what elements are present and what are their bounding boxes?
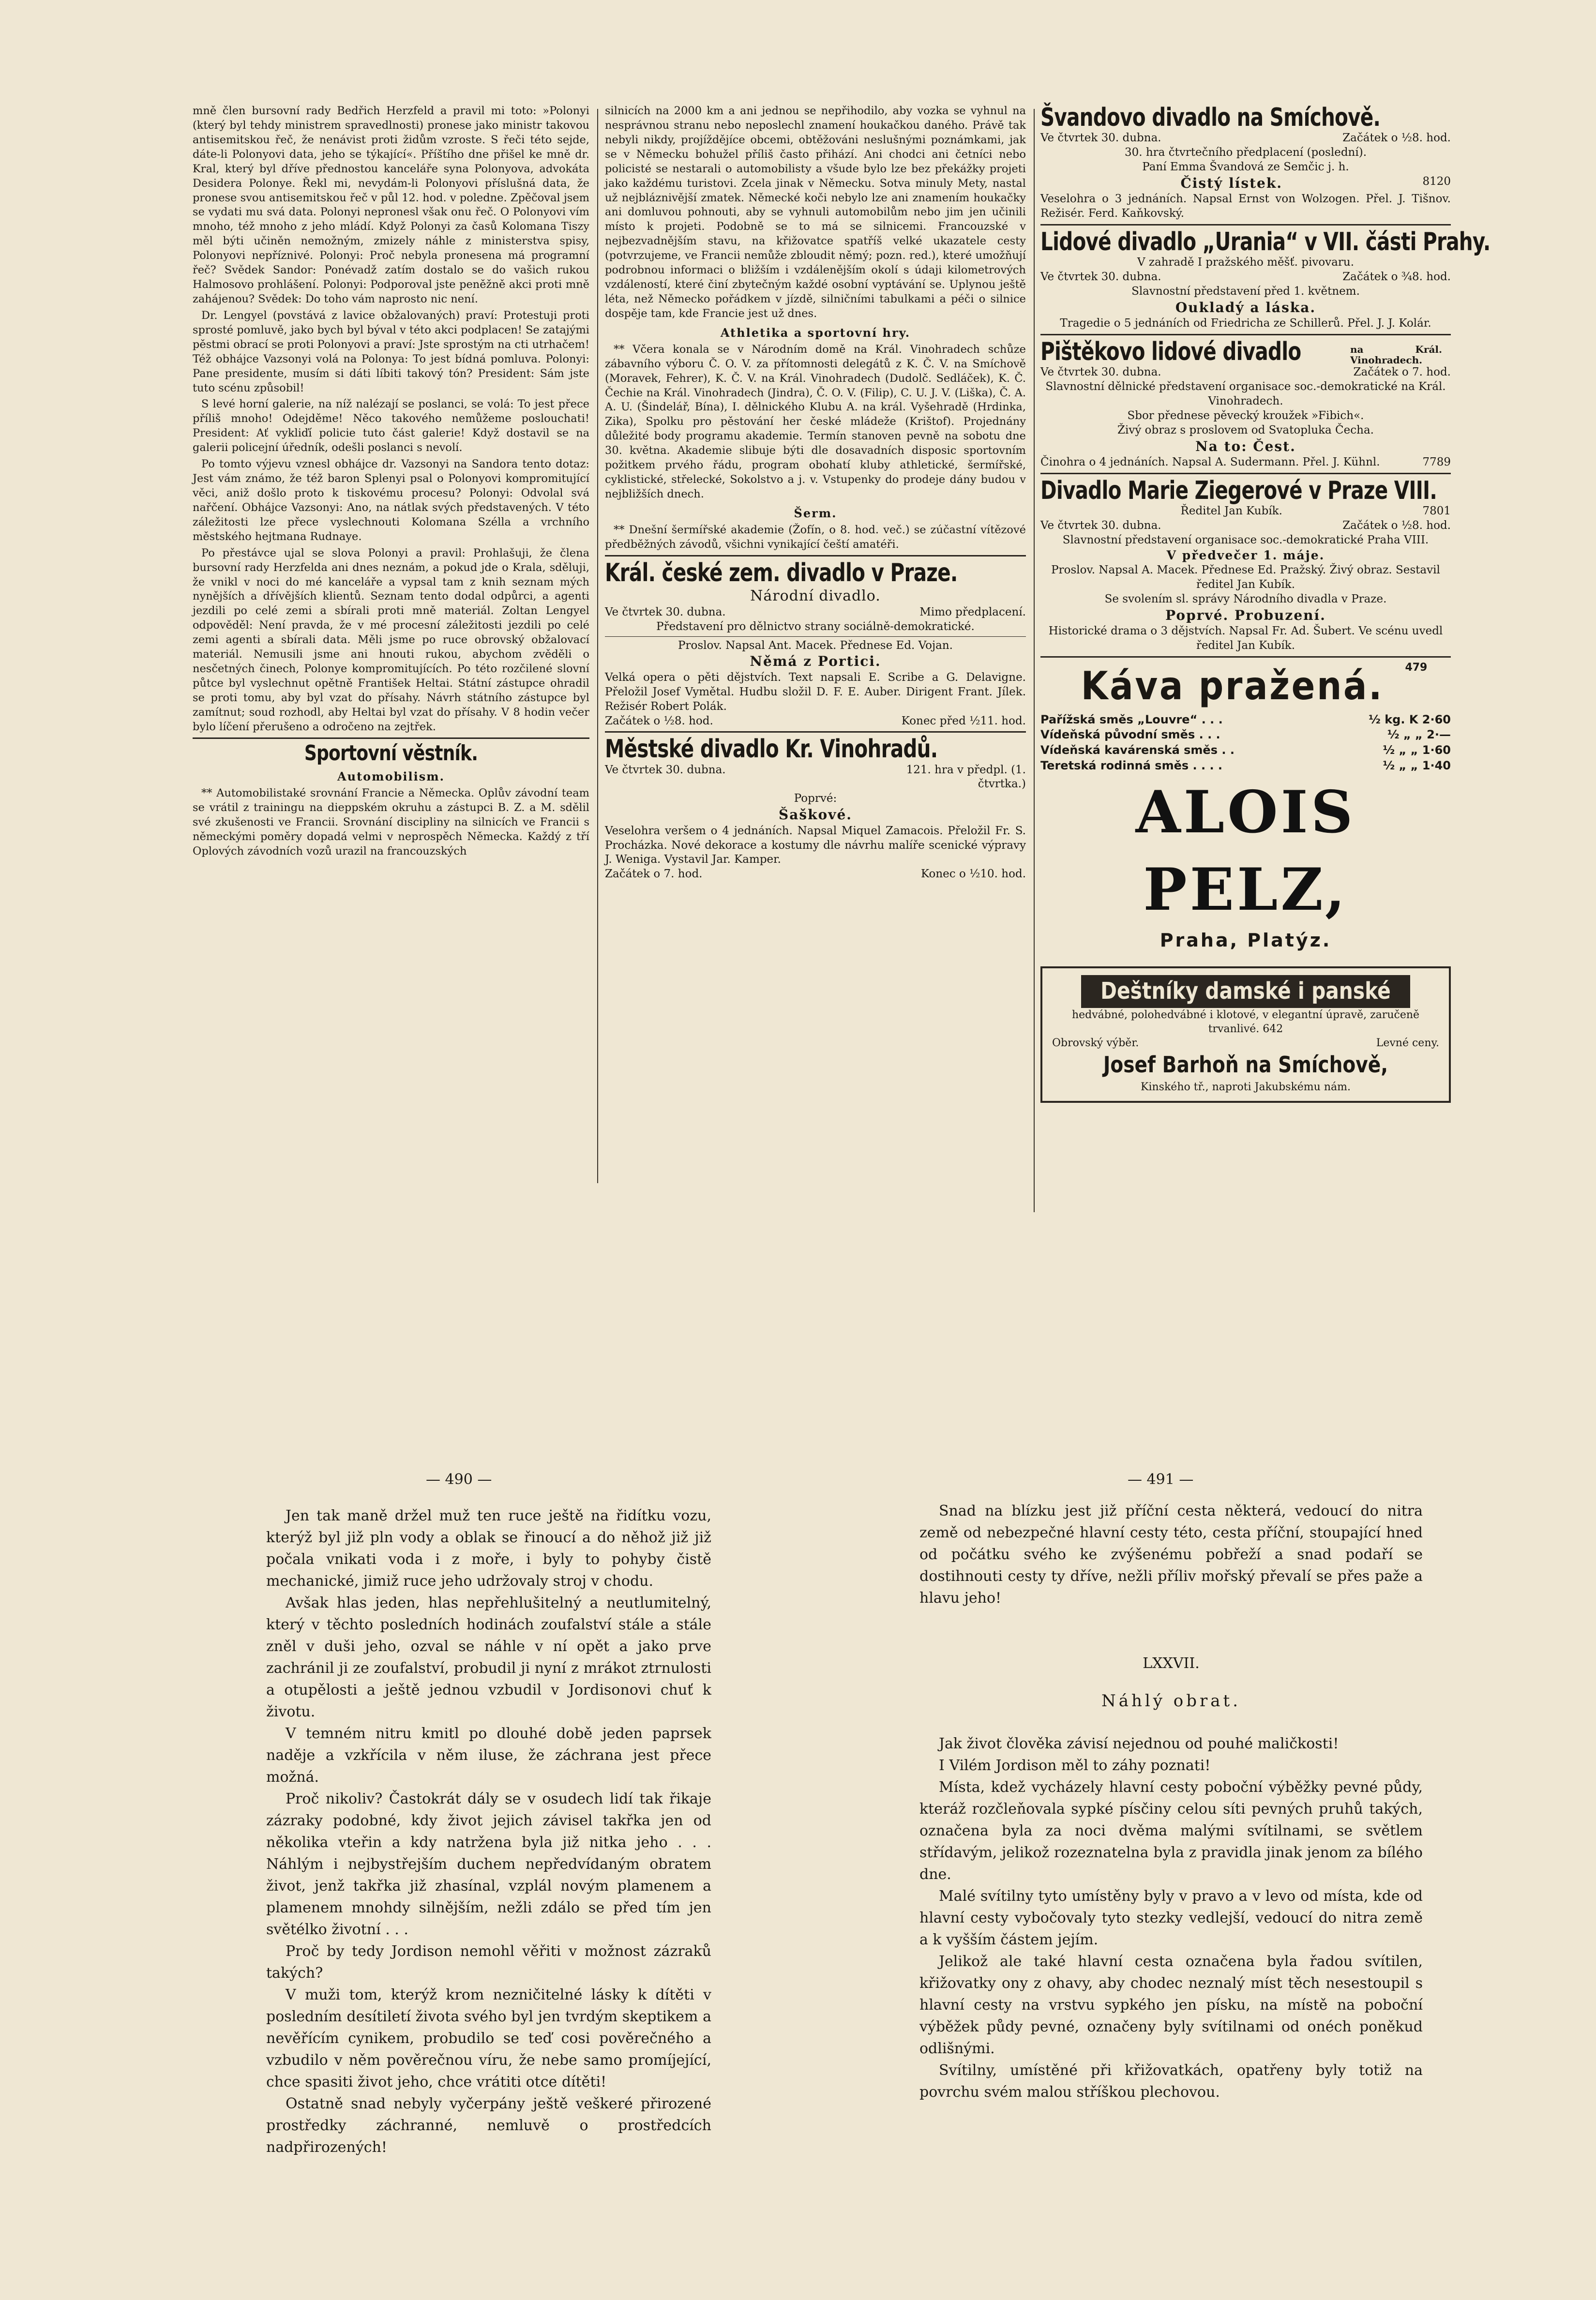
listing-subtitle: Národní divadlo.	[750, 587, 881, 604]
sport-section-heading: Sportovní věstník.	[304, 740, 478, 766]
fencing-heading: Šerm.	[794, 506, 837, 520]
ziegler-theatre-listing	[1040, 477, 1451, 653]
listing-number: 8120	[1422, 175, 1451, 188]
coffee-advertisement	[1040, 661, 1451, 953]
listing-note: 121. hra v předpl. (1. čtvrtka.)	[906, 763, 1026, 791]
listing-title: Švandovo divadlo na Smíchově.	[1040, 103, 1381, 132]
listing-start: Začátek o 7. hod.	[1353, 366, 1451, 379]
urania-theatre-listing	[1040, 227, 1491, 331]
chapter-title: Náhlý obrat.	[1101, 1691, 1241, 1711]
novel-paragraph: Svítilny, umístěné při křižovatkách, opatřeny byly totiž na povrchu svém malou stříškou plechovou.	[919, 2062, 1423, 2101]
listing-event: Představení pro dělnictvo strany sociálně-demokratické.	[656, 620, 975, 633]
ad-title: Deštníky damské i panské	[1081, 975, 1410, 1008]
blend-name: Teretská rodinná směs . . . .	[1040, 759, 1223, 773]
ad-text: hedvábné, polohedvábné i klotové, v elegantní úpravě, zaručeně trvanlivé. 642	[1071, 1008, 1420, 1035]
listing-guest: Paní Emma Švandová ze Semčic j. h.	[1142, 160, 1349, 173]
page-number: — 490 —	[426, 1471, 492, 1488]
divider	[605, 731, 1026, 733]
novel-page-490	[266, 1505, 711, 2158]
listing-venue: V zahradě I pražského měšť. pivovaru.	[1137, 256, 1355, 269]
listing-play-title: Němá z Portici.	[750, 653, 881, 670]
listing-note: Mimo předplacení.	[919, 605, 1026, 618]
novel-paragraph: Proč by tedy Jordison nemohl věřiti v možnost zázraků takých?	[266, 1943, 711, 1982]
listing-end: Konec o ½10. hod.	[920, 868, 1026, 881]
column-rule	[597, 109, 598, 1183]
column-1	[193, 104, 589, 861]
divider	[193, 737, 589, 739]
novel-paragraph: V temném nitru kmitl po dlouhé době jeden paprsek naděje a vzkřícila v něm iluse, že záchrana jest přece možná.	[266, 1725, 711, 1786]
listing-play-title: Oukladý a láska.	[1175, 299, 1316, 316]
listing-start: Začátek o ½8. hod.	[1342, 132, 1451, 145]
merchant-name: Josef Barhoň na Smíchově,	[1103, 1052, 1388, 1078]
listing-play-title: Na to: Čest.	[1195, 438, 1296, 454]
column-2	[605, 104, 1026, 882]
novel-paragraph: Místa, kdež vycházely hlavní cesty poboční výběžky pevné půdy, kteráž rozčleňovala sypké písčiny celou síti pevných pruhů takých, označena byla za noci dvěma malými svítilnami, se světlem střídavým, jelikož rozeznatelna byla z pravidla jinak jenom za bílého dne.	[919, 1779, 1423, 1883]
listing-play-title: Čistý lístek.	[1180, 175, 1283, 191]
listing-date: Ve čtvrtek 30. dubna.	[1040, 271, 1161, 284]
pistek-theatre-listing	[1040, 338, 1451, 470]
novel-paragraph: Ostatně snad nebyly vyčerpány ještě veškeré přirozené prostředky záchranné, nemluvě o prostředcích nadpřirozených!	[266, 2095, 711, 2156]
listing-start: Začátek o ½8. hod.	[1342, 519, 1451, 532]
article-paragraph: mně člen bursovní rady Bedřich Herzfeld a pravil mi toto: »Polonyi (který byl tehdy ministrem spravedlnosti) pronese jako ministr takovou antisemitskou řeč, že nenávist proti židům vzroste. S řeči této sejde, dáte-li Polonyovi data, jeho se týkající«. Příštího dne přišel ke mně dr. Kral, který byl dříve přednostou kanceláře syna Polonyova, advokáta Desidera Polonye. Řekl mi, nevydám-li Polonyovi příslušná data, že pronese svou antisemitskou řeč v půl 12. hod. v poledne. Zpěčoval jsem se vydati mu svá data. Polonyi nepronesl však onu řeč. O Polonyovi vím mnoho, též mnoho z jeho mládí. Když Polonyi za časů Kolomana Tiszy měl býti učiněn nemožným, zmizely náhle z ministerstva spisy, Polonyovi nepříznivé. Polonyi: Proč nebyla pronesena má programní řeč? Svědek Sandor: Ponévadž zatím dostalo se do vašich rukou Halmosovo prohlášení. Polonyi: Podporoval jste peněžně akci proti mně zahájenou? Svědek: Do toho vám naprosto nic není.	[193, 105, 589, 305]
merchant-address: Kinského tř., naproti Jakubskému nám.	[1141, 1081, 1351, 1093]
divider	[605, 636, 1026, 637]
novel-paragraph: Malé svítilny tyto umístěny byly v pravo a v levo od místa, kde od hlavní cesty vybočovaly tyto stezky vedlejší, vedoucí do nitra země a k vyšším částem jejím.	[919, 1888, 1423, 1948]
listing-note: 30. hra čtvrtečního předplacení (poslední).	[1124, 146, 1367, 159]
listing-director: Ředitel Jan Kubík.	[1180, 505, 1282, 518]
novel-paragraph: Snad na blízku jest již příční cesta některá, vedoucí do nitra země od nebezpečné hlavní cesty této, cesta příční, stoupající hned od počátku svého ke zvýšenému pobřeží a snad podaří se dostihnouti cesty ty dříve, nežli příliv mořský převalí se přes paže a hlavu jeho!	[919, 1503, 1423, 1607]
listing-start: Začátek o ¾8. hod.	[1342, 271, 1451, 284]
ad-title: Káva pražená.	[1081, 663, 1384, 709]
listing-title-suffix: na Král. Vinohradech.	[1350, 344, 1442, 366]
listing-description: Činohra o 4 jednáních. Napsal A. Sudermann. Přel. J. Kühnl.	[1040, 456, 1380, 469]
merchant-name: ALOIS PELZ,	[1135, 778, 1356, 924]
divider	[1040, 473, 1451, 474]
article-paragraph: Po přestávce ujal se slova Polonyi a pravil: Prohlašuji, že člena bursovní rady Herzfelda ani dnes neznám, a pokud jde o Krala, sděluji, že vnikl v noci do mé kanceláře a vypsal tam z knih seznam mých nynějších a dřívějších klientů. Seznam tento dodal odpůrci, a agenti jezdili po celé zemi a sbírali proti mně materiál. Zoltan Lengyel odpověděl: Není pravda, že v mé procesní záležitosti jezdili po celé zemi agenti a sbírali data. Měli jsme po ruce obrovský obžalovací materiál. Nemusili jsme ani hnouti rukou, abychom zvěděli o nesčetných činech, Polonye kompromitujících. Po této rozčilené slovní půtce byl vyslechnut opětně František Heltai. Státní zástupce ohradil se proti tomu, aby byl vzat do přísahy. Návrh státního zástupce byl zamítnut; soud rozhodl, aby Heltai byl vzat do přísahy. V 8 hodin večer bylo líčení přerušeno a odročeno na zejtřek.	[193, 546, 589, 733]
listing-title: Divadlo Marie Ziegerové v Praze VIII.	[1040, 476, 1437, 505]
listing-start: Začátek o 7. hod.	[605, 868, 703, 881]
blend-name: Vídeňská původní směs . . .	[1040, 728, 1220, 742]
novel-paragraph: Jelikož ale také hlavní cesta označena byla řadou svítilen, křižovatky ony z ohavy, aby chodec neznalý míst těch nesestoupil s hlavní cesty na vrstvu sypkého jen písku, na místě na poboční výběžek půdy pevné, označeny byly svítilnami od onéch poněkud odlišnými.	[919, 1953, 1423, 2057]
article-paragraph: Po tomto výjevu vznesl obhájce dr. Vazsonyi na Sandora tento dotaz: Jest vám známo, že též baron Splenyi psal o Polonyovi kompromitující věci, aniž došlo proto k tiskovému procesu? Polonyi: Odvolal svá nařčení. Obhájce Vazsonyi: Ano, na nátlak svých představených. V této záležitosti lze přece vyslechnouti Kolomana Szélla a vrchního městského hejtmana Rudnaye.	[193, 458, 589, 543]
athletics-heading: Athletika a sportovní hry.	[720, 325, 911, 340]
ad-text: Obrovský výběr.	[1052, 1037, 1139, 1050]
novel-paragraph: Avšak hlas jeden, hlas nepřehlušitelný a neutlumitelný, který v těchto posledních hodinách zoufalství stále a stále zněl v duši jeho, ozval se náhle v ní opět a jako prve zachránil ji ze zoufalství, probudil ji nyní z mrákot ztrnulosti a otupělosti a ještě jednou vzbudil v Jordisonovi chuť k životu.	[266, 1594, 711, 1720]
listing-note: Se svolením sl. správy Národního divadla v Praze.	[1104, 593, 1387, 606]
listing-description: Historické drama o 3 dějstvích. Napsal Fr. Ad. Šubert. Ve scénu uvedl ředitel Jan Kubík.	[1048, 625, 1443, 652]
blend-price: ½ kg. K 2·60	[1369, 712, 1451, 726]
listing-number: 7801	[1422, 505, 1451, 518]
listing-title: Král. české zem. divadlo v Praze.	[605, 558, 958, 587]
vinohrady-theatre-listing	[605, 736, 1026, 882]
listing-title: Lidové divadlo „Urania“ v VII. části Prahy.	[1040, 227, 1491, 256]
national-theatre-listing	[605, 559, 1026, 729]
ad-number: 642	[1263, 1022, 1283, 1035]
price-line	[1040, 758, 1451, 774]
listing-date: Ve čtvrtek 30. dubna.	[1040, 519, 1161, 532]
divider	[1040, 656, 1451, 658]
merchant-address: Praha, Platýz.	[1159, 930, 1332, 951]
ad-text: Levné ceny.	[1376, 1037, 1439, 1050]
listing-note: Živý obraz s proslovem od Svatopluka Čecha.	[1117, 423, 1374, 436]
chapter-number: LXXVII.	[1143, 1655, 1200, 1672]
blend-price: ½ „ „ 1·40	[1383, 759, 1451, 773]
umbrella-advertisement	[1040, 966, 1451, 1103]
novel-paragraph: Proč nikoliv? Častokrát dály se v osudech lidí tak řikaje zázraky podobné, kdy život jejich závisel takřka jen od několika vteřin a kdy natržena byla již nitka jeho . . . Náhlým i nejbystřejším duchem nepředvídaným obratem život, jenž takřka již zhasínal, vzplál novým plamenem a plamenem mnohdy silnějším, nežli zdálo se před tím jen světélko životní . . .	[266, 1790, 711, 1938]
novel-paragraph: V muži tom, kterýž krom nezničitelné lásky k dítěti v posledním desítiletí života svého byl jen tvrdým skeptikem a nevěřícím cynikem, probudilo se teď cosi pověrečného a vzbudilo v něm pověrečnou víru, že nebe samo promíjející, chce spasiti život jeho, chce vrátiti otce dítěti!	[266, 1986, 711, 2090]
divider	[605, 555, 1026, 556]
newspaper-top-section	[193, 103, 1491, 1294]
listing-note: Sbor přednese pěvecký kroužek »Fibich«.	[1127, 409, 1364, 422]
listing-play-title: Poprvé. Probuzení.	[1165, 607, 1326, 623]
listing-note: Slavnostní představení organisace soc.-demokratické Praha VIII.	[1062, 533, 1429, 546]
article-paragraph: silnicích na 2000 km a ani jednou se nepřihodilo, aby vozka se vyhnul na nesprávnou stranu nebo neposlechl znamení houkačkou daného. Právě tak nebyli nikdy, projíždějíce obcemi, obtěžováni neslušnými poznámkami, jak se v Německu bohužel příliš často přihází. Ani chodci ani četníci nebo policisté se nestarali o automobilisty a všude bylo lze bez překážky projeti jako každému turistovi. Zcela jinak v Německu. Sotva minuly Mety, nastal už nejbláznivější zmatek. Německé koči nebylo lze ani znamením houkačky ani domluvou pohnouti, aby se vyhnuli automobilům nebo jim jen učinili místo k projeti. Podobně se to má se silnicemi. Francouzské v nejbezvadnějším stavu, na křižovatce spatříš velké ukazatele cesty (potvrzujeme, ve Francii nemůže zbloudit němý; pozn. red.), které umožňují podrobnou informaci o bližším i vzdálenějším okolí s údaji kilometrových vzdáleností, které činí zbytečným každé osobní vyptávání se. Uplynou ještě léta, než Německo pořádkem v jízdě, silničními tabulkami a péči o silnice dospěje tam, kde Francie jest už dnes.	[605, 105, 1026, 320]
listing-end: Konec před ½11. hod.	[901, 714, 1026, 727]
novel-paragraph: Jak život člověka závisí nejednou od pouhé maličkosti!	[939, 1735, 1339, 1752]
blend-price: ½ „ „ 1·60	[1383, 743, 1451, 757]
listing-date: Ve čtvrtek 30. dubna.	[605, 763, 726, 776]
divider	[1040, 334, 1451, 335]
price-line	[1040, 712, 1451, 728]
listing-date: Ve čtvrtek 30. dubna.	[1040, 132, 1161, 145]
novel-paragraph: I Vilém Jordison měl to záhy poznati!	[939, 1757, 1211, 1774]
listing-note: Proslov. Napsal A. Macek. Přednese Ed. Pražský. Živý obraz. Sestavil ředitel Jan Kubík.	[1051, 564, 1440, 591]
listing-title: Pištěkovo lidové divadlo	[1040, 337, 1301, 367]
price-line	[1040, 727, 1451, 743]
listing-date: Ve čtvrtek 30. dubna.	[605, 605, 726, 618]
listing-subtitle: V předvečer 1. máje.	[1166, 548, 1325, 562]
price-line	[1040, 743, 1451, 758]
blend-name: Vídeňská kavárenská směs . .	[1040, 743, 1235, 757]
listing-number: 7789	[1422, 456, 1451, 469]
automobilism-paragraph: ** Automobilistaké srovnání Francie a Německa. Oplův závodní team se vrátil z trainingu na dieppském okruhu a zástupci B. Z. a M. sdělil své zkušenosti ve Francii. Srovnání discipliny na silnicích ve Francii s německými poměry dopadá velmi v neprospěch Německa. Každý z tří Oplových závodních vozů urazil na francouzských	[193, 786, 589, 857]
listing-description: Tragedie o 5 jednáních od Friedricha ze Schillerů. Přel. J. J. Kolár.	[1060, 317, 1431, 330]
listing-note: Slavnostní dělnické představení organisace soc.-demokratické na Král. Vinohradech.	[1045, 380, 1446, 408]
ad-number: 479	[1405, 661, 1428, 674]
listing-description: Velká opera o pěti dějstvích. Text napsali E. Scribe a G. Delavigne. Přeložil Josef Vymětal. Hudbu složil D. F. E. Auber. Dirigent Frant. Jílek. Režisér Robert Polák.	[605, 671, 1026, 713]
article-paragraph: Dr. Lengyel (povstává z lavice obžalovaných) praví: Protestuji proti sprosté pomluvě, jako bych byl býval v této akci podplacen! Se zatajými pěstmi obrací se proti Polonyovi a praví: Jste sprostým na cti utrhačem! Též obhájce Vazsonyi volá na Polonya: To jest bídná pomluva. Polonyi: Pane presidente, musím si dáti líbiti takový tón? President: Sám jste tuto scénu způsobil!	[193, 309, 589, 394]
article-paragraph: S levé horní galerie, na níž nalézají se poslanci, se volá: To jest přece příliš mnoho! Odejděme! Něco takového nemůžeme poslouchati! President: Ať vykliďí policie tuto část galerie! Když dostavil se na galerii policejní úředník, odešli poslanci s nevolí.	[193, 398, 589, 454]
listing-start: Začátek o ½8. hod.	[605, 714, 713, 727]
listing-premiere: Poprvé:	[794, 792, 837, 805]
blend-name: Pařížská směs „Louvre“ . . .	[1040, 712, 1223, 726]
svanda-theatre-listing	[1040, 104, 1451, 221]
listing-description: Veselohra o 3 jednáních. Napsal Ernst von Wolzogen. Přel. J. Tišnov. Režisér. Ferd. Kaňkovský.	[1040, 193, 1451, 220]
novel-page-491	[919, 1500, 1423, 2103]
column-3	[1040, 103, 1491, 1103]
listing-date: Ve čtvrtek 30. dubna.	[1040, 366, 1161, 379]
listing-play-title: Šaškové.	[778, 807, 853, 823]
listing-note: Slavnostní představení před 1. květnem.	[1131, 285, 1360, 298]
listing-title: Městské divadlo Kr. Vinohradů.	[605, 735, 938, 764]
listing-description: Veselohra veršem o 4 jednáních. Napsal Miquel Zamacois. Přeložil Fr. S. Procházka. Nové dekorace a kostumy dle návrhu malíře scenické výpravy J. Weniga. Vystavil Jar. Kamper.	[605, 824, 1026, 866]
fencing-paragraph: ** Dnešní šermířské akademie (Žofín, o 8. hod. več.) se zúčastní vítězové předběžných závodů, všichni vynikající čeští amatéři.	[605, 523, 1026, 551]
divider	[1040, 224, 1451, 225]
automobilism-heading: Automobilism.	[337, 769, 445, 784]
listing-prologue: Proslov. Napsal Ant. Macek. Přednese Ed. Vojan.	[678, 639, 953, 652]
blend-price: ½ „ „ 2·—	[1387, 728, 1451, 742]
novel-paragraph: Jen tak maně držel muž ten ruce ještě na řidítku vozu, kterýž byl již pln vody a oblak se řinoucí a do něhož již již počala vnikati voda i z moře, i byly to pohyby čistě mechanické, jimiž ruce jeho udržovaly stroj v chodu.	[266, 1507, 711, 1590]
column-rule	[1034, 109, 1035, 1212]
athletics-paragraph: ** Včera konala se v Národním domě na Král. Vinohradech schůze zábavního výboru Č. O. V. za přítomnosti delegátů z K. Č. V. na Smíchově (Moravek, Fehrer), K. Č. V. na Král. Vinohradech (Dudolč. Sedláček), K. Č. Čechie na Král. Vinohradech (Jindra), Č. O. V. (Filip), C. U. J. V. (Liška), Č. A. A. U. (Šindelář, Bína), I. dělnického Klubu A. na král. Vyšehradě (Hrdinka, Zika), Spolku pro pěstování her české mládeže (Krištof). Projednány důležité body programu akademie. Termín stanoven pevně na sobotu dne 30. května. Akademie slibuje býti dle dosavadních disposic sportovním požitkem prvého řádu, program obohatí kluby athletické, šermířské, cyklistické, střelecké, Sokolstvo a j. v. Vstupenky do prodeje dány budou v nejbližších dnech.	[605, 343, 1026, 500]
page-number: — 491 —	[1128, 1471, 1194, 1488]
